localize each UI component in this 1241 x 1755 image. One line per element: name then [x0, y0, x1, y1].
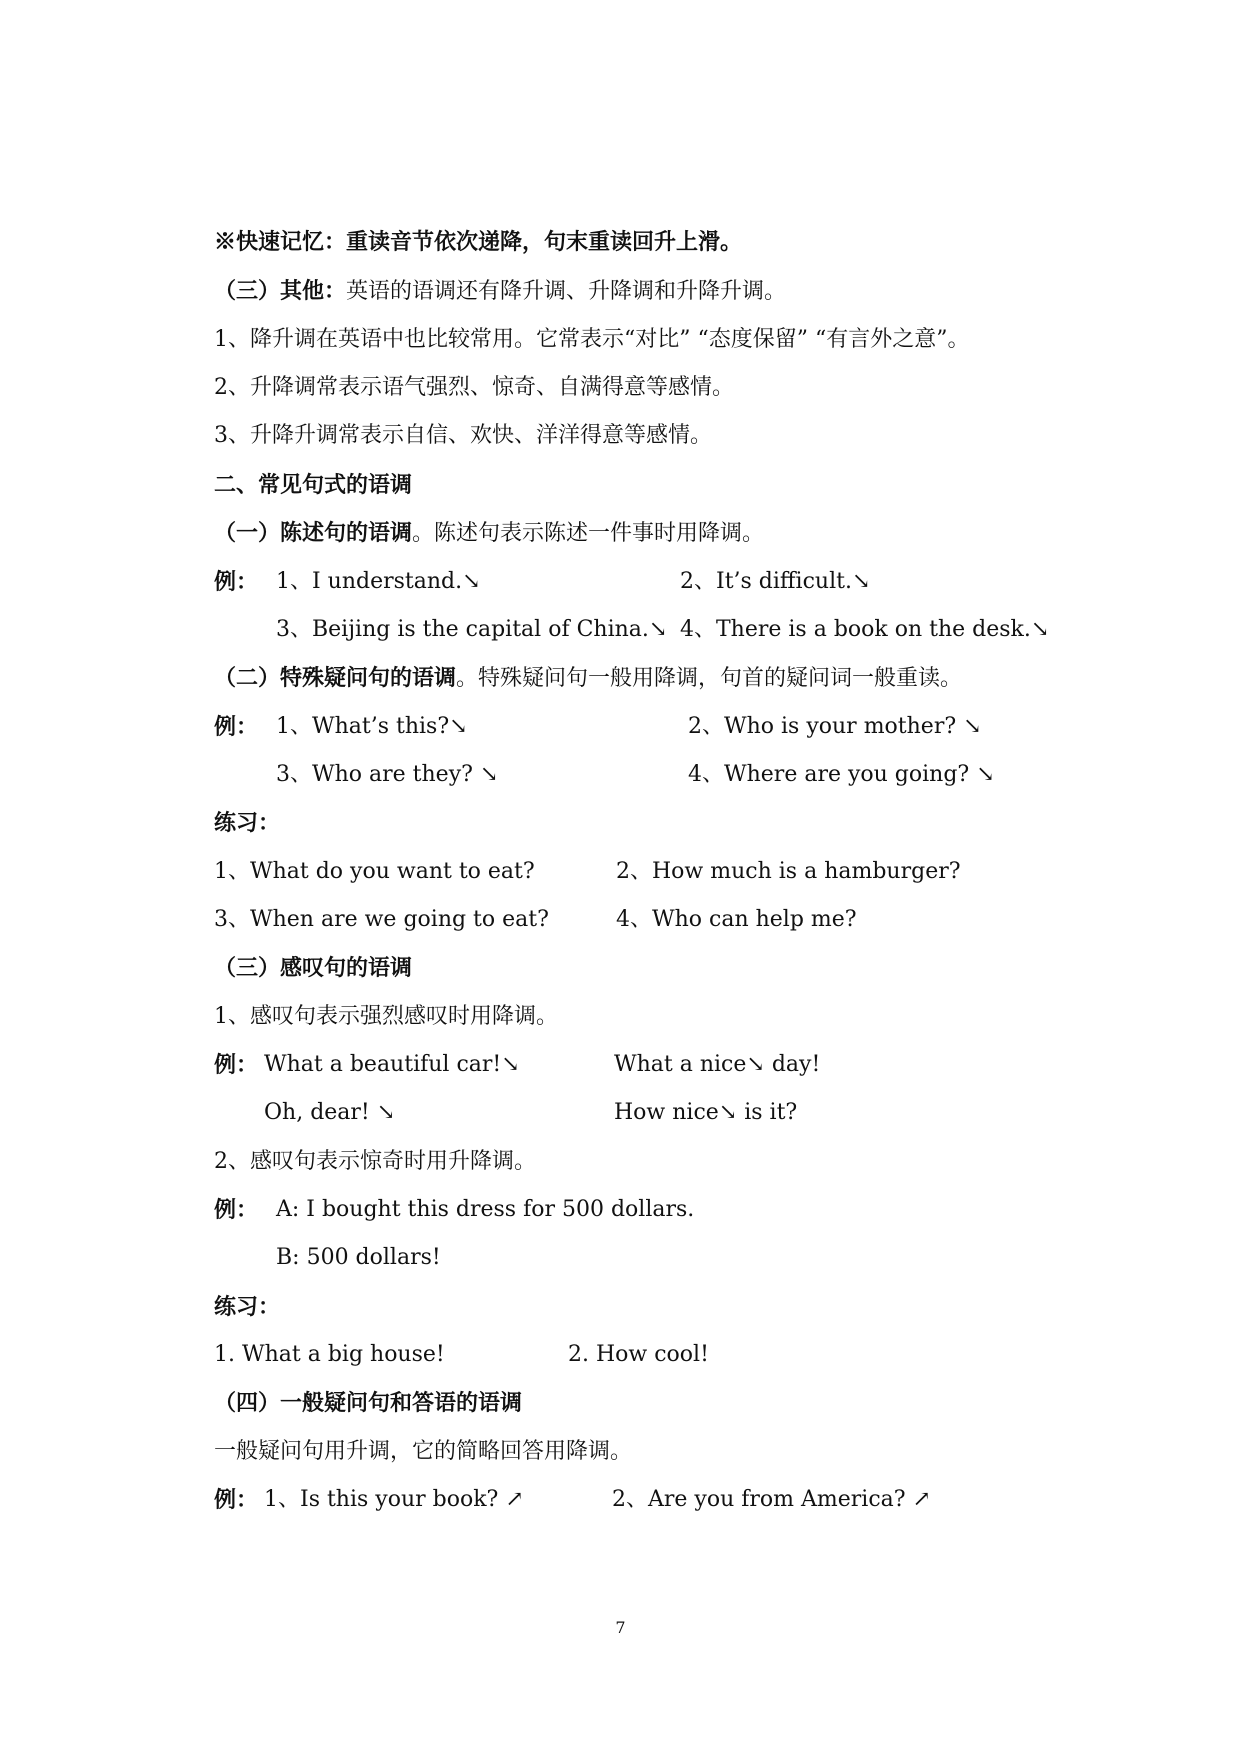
exclamatory-rule-1: 1、感叹句表示强烈感叹时用降调。: [214, 1004, 558, 1029]
example-item: 2、It’s difficult.↘: [680, 569, 871, 594]
declarative-text: 。陈述句表示陈述一件事时用降调。: [412, 521, 765, 546]
example-item: How nice↘ is it?: [614, 1100, 798, 1125]
example-label: 例：: [214, 569, 259, 595]
practice-item: 2. How cool!: [568, 1342, 709, 1367]
page-number: 7: [615, 1618, 626, 1637]
yes-no-question-heading: （四）一般疑问句和答语的语调: [214, 1390, 523, 1416]
item-fall-rise: 1、降升调在英语中也比较常用。它常表示“对比” “态度保留” “有言外之意”。: [214, 327, 970, 352]
practice-item: 1. What a big house!: [214, 1342, 445, 1367]
item-rise-fall: 2、升降调常表示语气强烈、惊奇、自满得意等感情。: [214, 375, 734, 400]
practice-heading-2: 练习：: [214, 1294, 281, 1320]
example-label: 例：: [214, 714, 259, 740]
section-heading-common-sentences: 二、常见句式的语调: [214, 472, 413, 498]
practice-item: 1、What do you want to eat?: [214, 859, 535, 884]
wh-question-line: [214, 663, 962, 694]
example-label: 例：: [214, 1197, 259, 1223]
example-item: What a beautiful car!↘: [264, 1052, 520, 1077]
declarative-heading: （一）陈述句的语调: [214, 520, 413, 546]
example-item: 3、Who are they? ↘: [276, 762, 499, 787]
example-item: 1、Is this your book? ↗: [264, 1487, 524, 1512]
example-item: 1、What’s this?↘: [276, 714, 468, 739]
example-item: What a nice↘ day!: [614, 1052, 821, 1077]
example-item: Oh, dear! ↘: [264, 1100, 396, 1125]
yes-no-question-text: 一般疑问句用升调，它的简略回答用降调。: [214, 1439, 633, 1464]
exclamatory-heading: （三）感叹句的语调: [214, 955, 413, 981]
declarative-line: [214, 518, 764, 549]
example-item: 4、There is a book on the desk.↘: [680, 617, 1050, 642]
example-item: 2、Who is your mother? ↘: [688, 714, 982, 739]
practice-heading: 练习：: [214, 810, 281, 836]
item-rise-fall-rise: 3、升降升调常表示自信、欢快、洋洋得意等感情。: [214, 423, 712, 448]
wh-question-text: 。特殊疑问句一般用降调，句首的疑问词一般重读。: [456, 666, 963, 691]
example-label: 例：: [214, 1487, 259, 1513]
other-text: 英语的语调还有降升调、升降调和升降升调。: [346, 279, 787, 304]
example-item: 3、Beijing is the capital of China.↘: [276, 617, 668, 642]
dialogue-line-b: B: 500 dollars!: [276, 1245, 441, 1270]
other-intonations-line: [214, 276, 786, 307]
exclamatory-rule-2: 2、感叹句表示惊奇时用升降调。: [214, 1149, 536, 1174]
practice-item: 2、How much is a hamburger?: [616, 859, 961, 884]
example-item: 4、Where are you going? ↘: [688, 762, 995, 787]
example-label: 例：: [214, 1052, 259, 1078]
practice-item: 4、Who can help me?: [616, 907, 857, 932]
other-heading: （三）其他：: [214, 278, 347, 304]
wh-question-heading: （二）特殊疑问句的语调: [214, 665, 457, 691]
memory-tip: ※快速记忆：重读音节依次递降，句末重读回升上滑。: [214, 229, 743, 255]
example-item: 2、Are you from America? ↗: [612, 1487, 931, 1512]
practice-item: 3、When are we going to eat?: [214, 907, 549, 932]
example-item: 1、I understand.↘: [276, 569, 481, 594]
dialogue-line-a: A: I bought this dress for 500 dollars.: [276, 1197, 695, 1222]
